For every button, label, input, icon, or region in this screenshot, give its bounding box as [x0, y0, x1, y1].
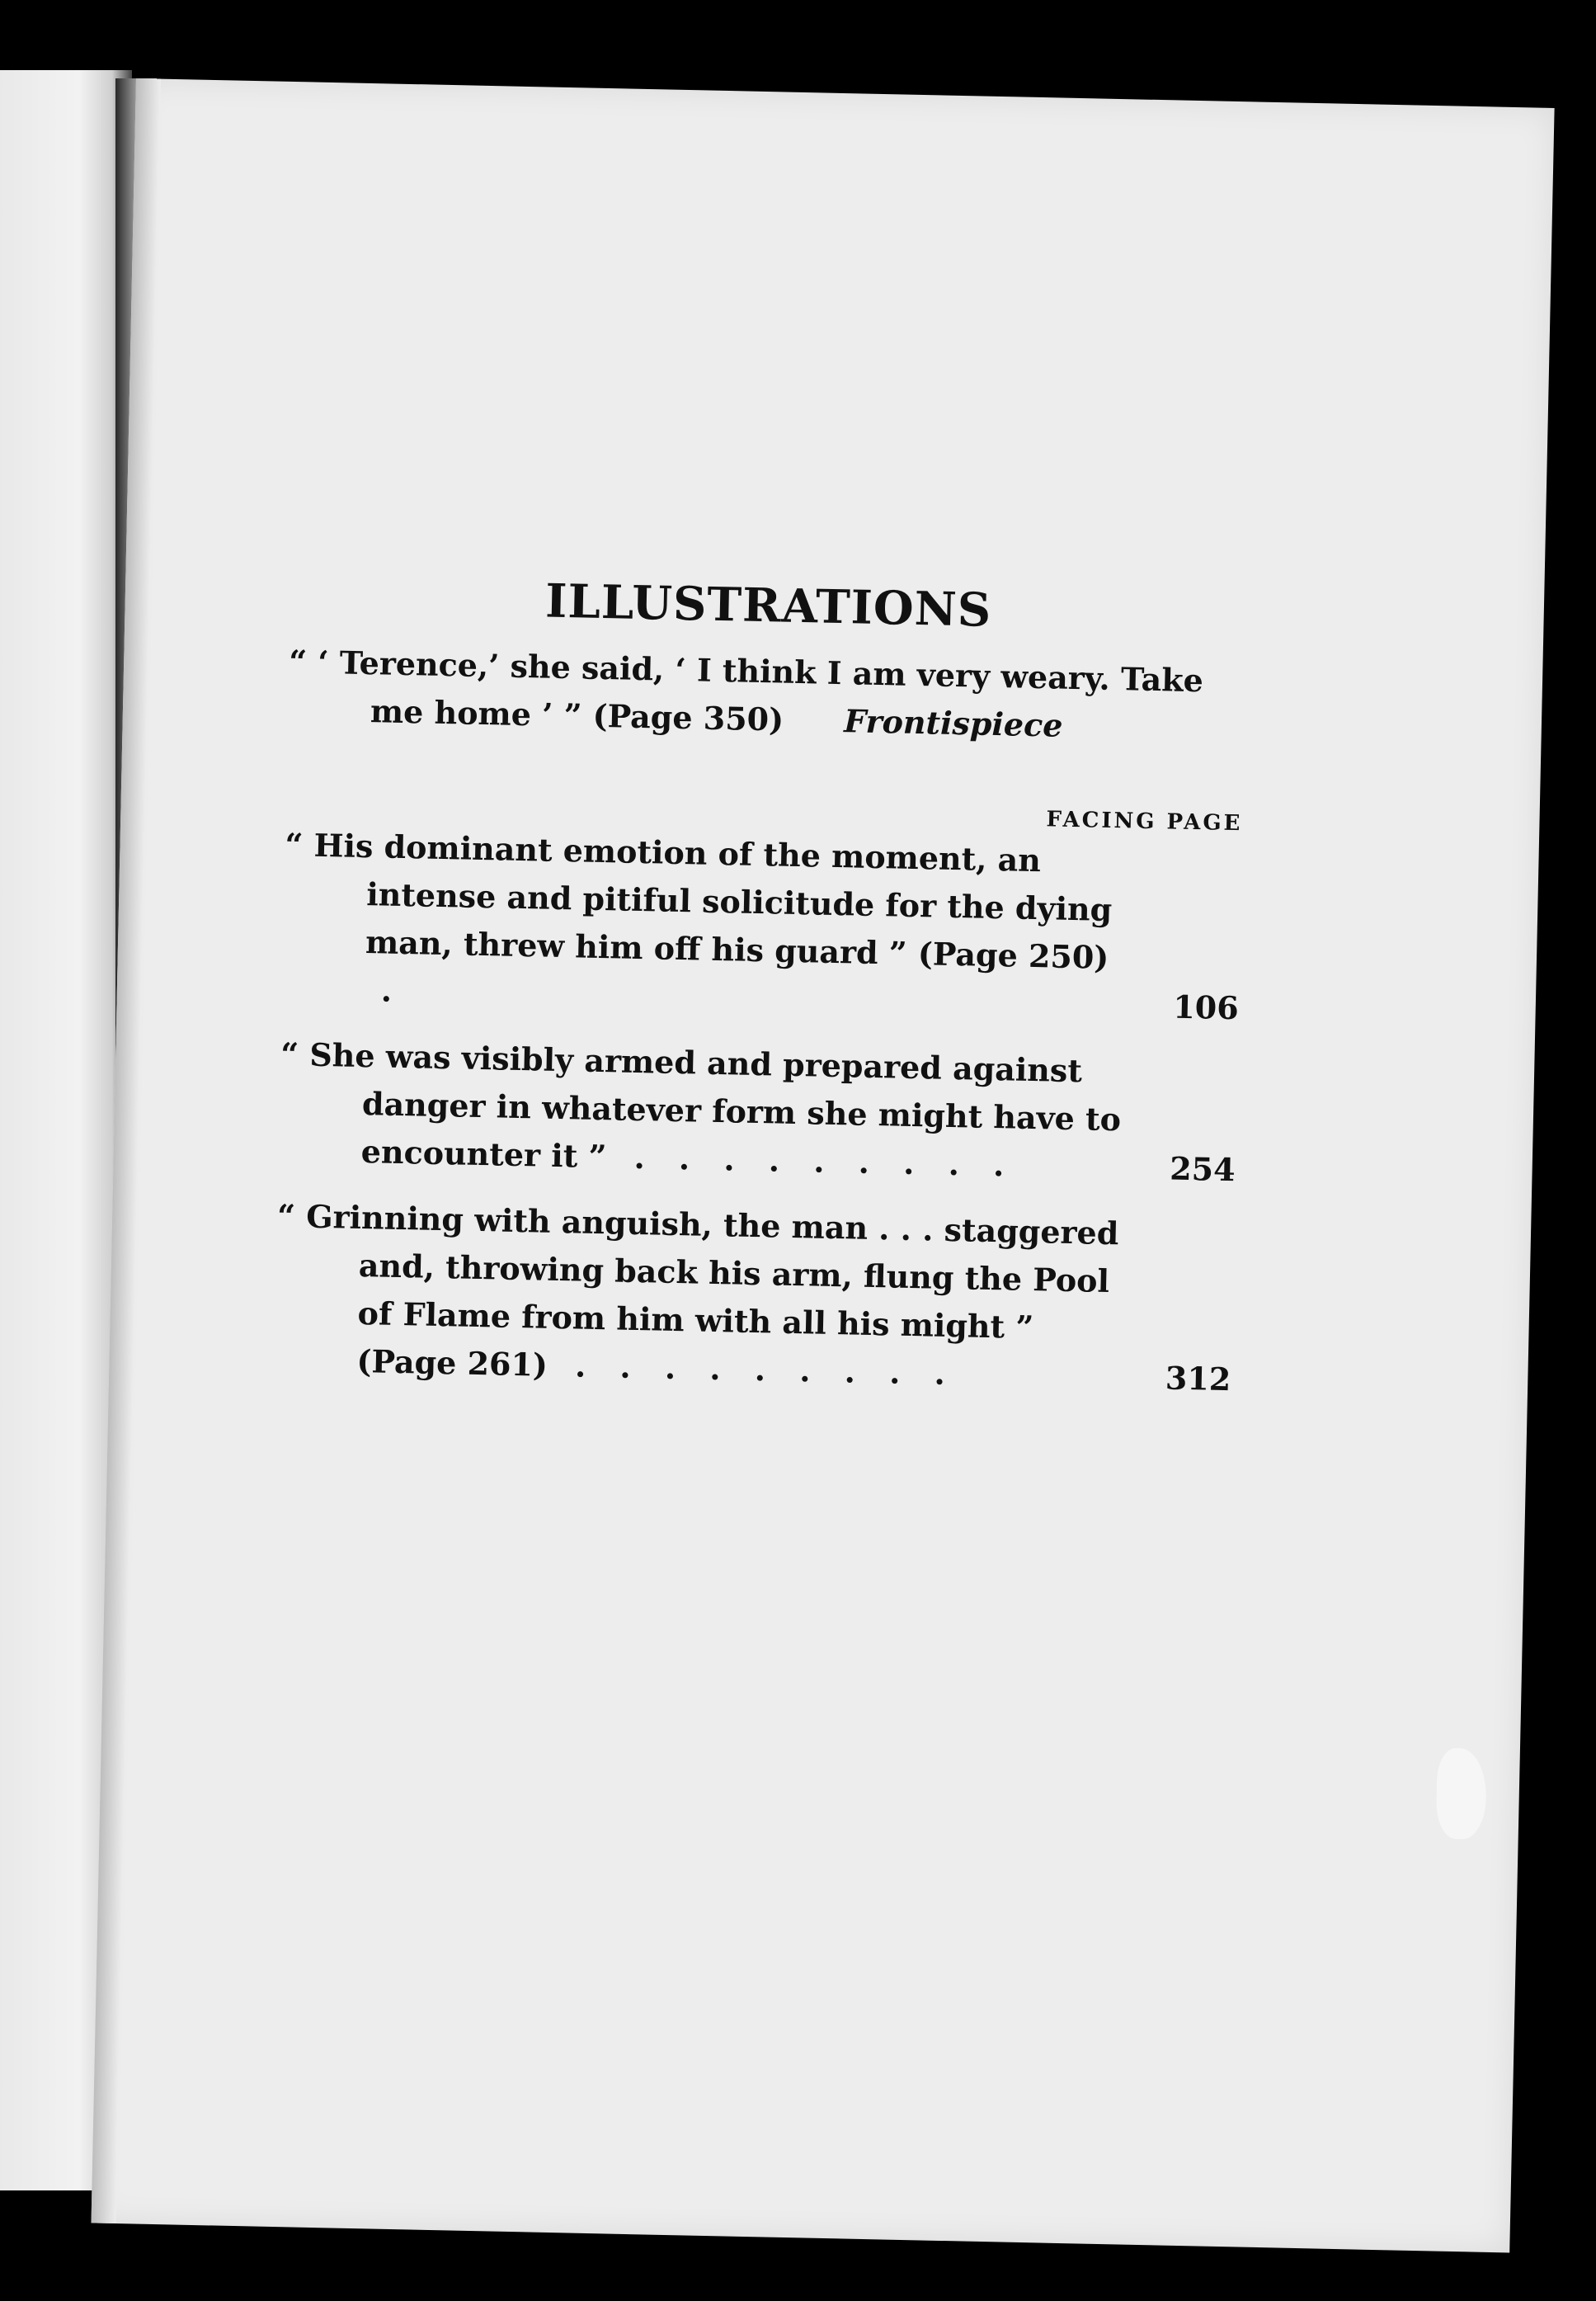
dot-leader: . . . . . . . . . [574, 1346, 958, 1393]
frontispiece-label: Frontispiece [843, 702, 1063, 744]
illustrations-page [92, 78, 1555, 2252]
illustration-caption: “ Grinning with anguish, the man . . . staggered and, throwing back his arm, flung the Pool of Flame from him with all his might ” (Page 261) [276, 1196, 1119, 1384]
facing-page-number: 106 [1172, 988, 1240, 1027]
illustration-caption: “ His dominant emotion of the moment, an intense and pitiful solicitude for the dying man, threw him off his guard ” (Page 250) [285, 825, 1113, 976]
illustration-caption: “ ‘ Terence,’ she said, ‘ I think I am very weary. Take me home ’ ” (Page 350) [288, 643, 1204, 738]
illustration-entry [278, 1030, 1237, 1194]
paper-tear-mark [1436, 1747, 1487, 1839]
illustration-entry-frontispiece [287, 638, 1245, 753]
facing-page-number: 254 [1169, 1149, 1236, 1189]
page-title: ILLUSTRATIONS [544, 573, 992, 638]
illustration-caption: “ She was visibly armed and prepared against danger in whatever form she might have to encounter it ” [280, 1035, 1122, 1176]
illustrations-list [273, 568, 1247, 1422]
dot-leader: . . . . . . . . . [633, 1138, 1016, 1184]
facing-page-number: 312 [1165, 1359, 1231, 1398]
dot-leader: . [380, 971, 404, 1010]
illustration-entry [274, 1192, 1235, 1403]
facing-page-header: FACING PAGE [1046, 807, 1243, 837]
illustration-entry [281, 821, 1242, 1032]
